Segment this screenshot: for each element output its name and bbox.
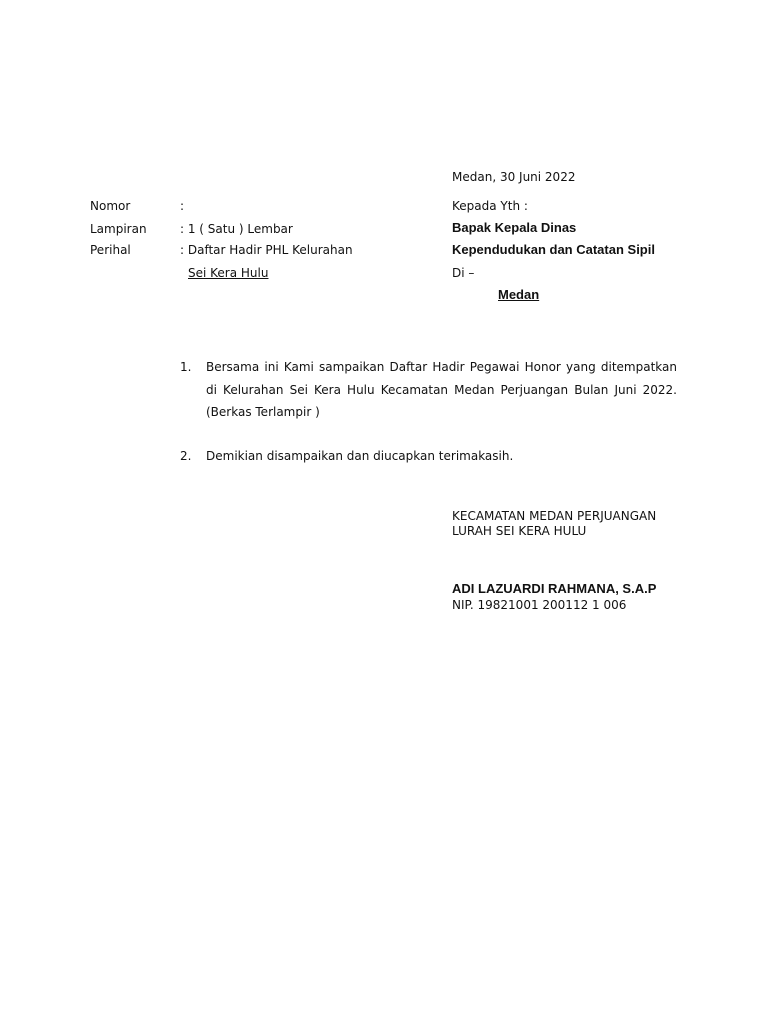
- signature-org-line2: LURAH SEI KERA HULU: [452, 524, 587, 538]
- signature-name: ADI LAZUARDI RAHMANA, S.A.P: [452, 581, 657, 596]
- recipient-greeting: Kepada Yth :: [452, 199, 528, 213]
- recipient-city: Medan: [498, 287, 540, 302]
- field-label-lampiran: Lampiran: [90, 222, 147, 236]
- date-line: Medan, 30 Juni 2022: [452, 170, 576, 184]
- body-item-text: Demikian disampaikan dan diucapkan terimakasih.: [206, 449, 514, 463]
- field-label-nomor: Nomor: [90, 199, 131, 213]
- field-value-lampiran: : 1 ( Satu ) Lembar: [180, 222, 293, 236]
- signature-org-line1: KECAMATAN MEDAN PERJUANGAN: [452, 509, 657, 523]
- body-item-text: Bersama ini Kami sampaikan Daftar Hadir Pegawai Honor yang ditempatkan di Kelurahan Sei Kera Hulu Kecamatan Medan Perjuangan Bulan Juni 2022. (Berkas Terlampir ): [206, 360, 677, 419]
- field-value-perihal: : Daftar Hadir PHL Kelurahan: [180, 243, 353, 257]
- signature-nip: NIP. 19821001 200112 1 006: [452, 598, 627, 612]
- recipient-di: Di –: [452, 266, 475, 280]
- body-item-number: 1.: [180, 360, 192, 374]
- perihal-continuation: Sei Kera Hulu: [188, 266, 269, 280]
- field-value-nomor: :: [180, 199, 185, 213]
- recipient-line1: Bapak Kepala Dinas: [452, 220, 577, 235]
- body-item-number: 2.: [180, 449, 192, 463]
- recipient-line2: Kependudukan dan Catatan Sipil: [452, 242, 655, 257]
- field-label-perihal: Perihal: [90, 243, 131, 257]
